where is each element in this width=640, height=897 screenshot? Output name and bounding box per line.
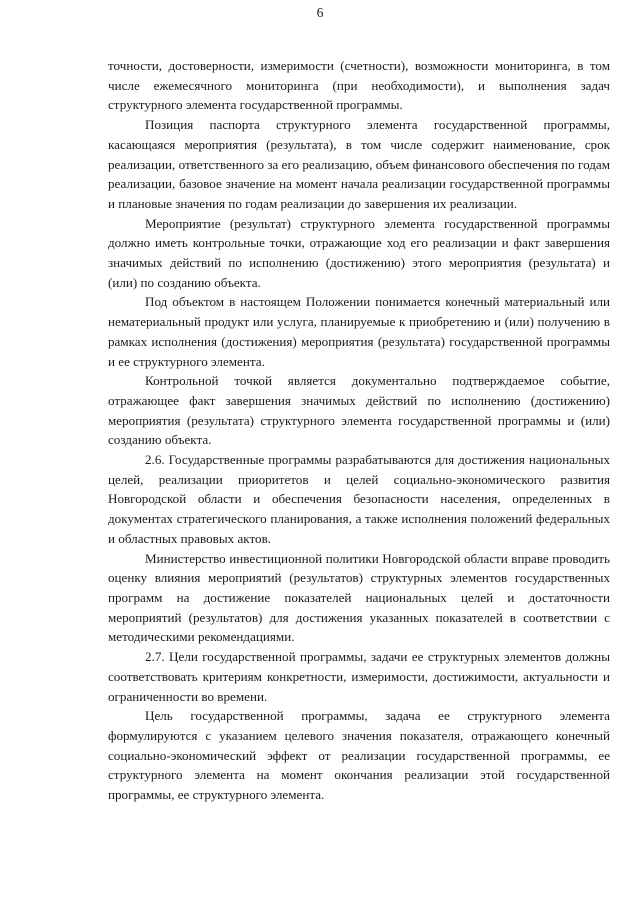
paragraph-section-2-7: 2.7. Цели государственной программы, задачи ее структурных элементов должны соответствовать критериям конкретности, измеримости, достижимости, актуальности и ограниченности во времени. [108, 649, 610, 704]
paragraph-ministry-assessment: Министерство инвестиционной политики Новгородской области вправе проводить оценку влияния мероприятий (результатов) структурных элементов государственных программ на достижение показателей национальных целей и достаточности мероприятий (результатов) для достижения указанных показателей в соответствии с методическими рекомендациями. [108, 550, 610, 645]
paragraph-continuation: точности, достоверности, измеримости (счетности), возможности мониторинга, в том числе ежемесячного мониторинга (при необходимости), и выполнения задач структурного элемента государственной программы. [108, 58, 610, 113]
paragraph-control-point-definition: Контрольной точкой является документально подтверждаемое событие, отражающее факт завершения значимых действий по исполнению (достижению) мероприятия (результата) структурного элемента государственной программы и (или) созданию объекта. [108, 373, 610, 448]
paragraph-section-2-6: 2.6. Государственные программы разрабатываются для достижения национальных целей, реализации приоритетов и целей социально-экономического развития Новгородской области и обеспечения безопасности населения, определенных в документах стратегического планирования, а также исполнения положений федеральных и областных правовых актов. [108, 452, 610, 546]
paragraph-object-definition: Под объектом в настоящем Положении понимается конечный материальный или нематериальный продукт или услуга, планируемые к приобретению и (или) получению в рамках исполнения (достижения) мероприятия (результата) государственной программы и ее структурного элемента. [108, 294, 610, 369]
paragraph-goal-formulation: Цель государственной программы, задача ее структурного элемента формулируются с указанием целевого значения показателя, отражающего конечный социально-экономический эффект от реализации государственной программы, ее структурного элемента на момент окончания реализации этой государственной программы, ее структурного элемента. [108, 708, 610, 803]
page-number: 6 [316, 5, 324, 20]
paragraph-control-points: Мероприятие (результат) структурного элемента государственной программы должно иметь контрольные точки, отражающие ход его реализации и факт завершения значимых действий по исполнению (достижению) этого мероприятия (результата) и (или) по созданию объекта. [108, 215, 610, 290]
paragraph-passport-position: Позиция паспорта структурного элемента государственной программы, касающаяся мероприятия (результата), в том числе содержит наименование, срок реализации, ответственного за его реализацию, объем финансового обеспечения по годам реализации, базовое значение на момент начала реализации государственной программы и плановые значения по годам реализации до завершения их реализации. [108, 117, 610, 211]
document-body [108, 56, 610, 805]
